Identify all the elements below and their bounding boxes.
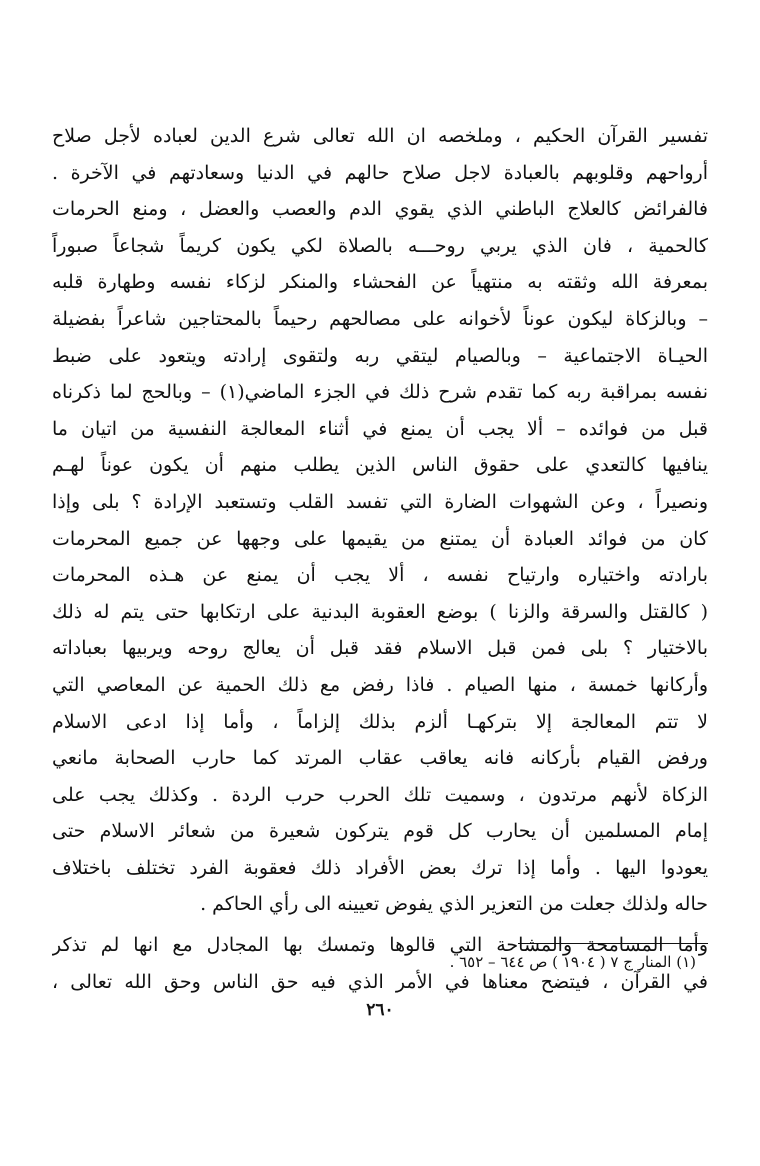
text-line: بالاختيار ؟ بلى فمن قبل الاسلام فقد قبل أن يعالج روحه ويربيها بعباداته (52, 637, 708, 660)
text-line: تفسير القرآن الحكيم ، وملخصه ان الله تعالى شرع الدين لعباده لأجل صلاح (52, 125, 708, 147)
text-line: ورفض القيام بأركانه فانه يعاقب عقاب المرتد كما حارب الصحابة مانعي (52, 747, 708, 770)
text-line: وأما المسامحة والمشاحة التي قالوها وتمسك بها المجادل مع انها لم تذكر (52, 934, 708, 957)
text-line: بارادته واختياره وارتياح نفسه ، ألا يجب أن يمنع عن هـذه المحرمات (52, 564, 708, 587)
text-line: بمعرفة الله وثقته به منتهياً عن الفحشاء والمنكر لزكاء نفسه وطهارة قلبه (52, 271, 708, 294)
text-line: الزكاة لأنهم مرتدون ، وسميت تلك الحرب حرب الردة . وكذلك يجب على (52, 783, 708, 806)
text-line: أرواحهم وقلوبهم بالعبادة لاجل صلاح حالهم في الدنيا وسعادتهم في الآخرة . (52, 161, 708, 184)
page-number: ٢٦٠ (366, 1000, 394, 1020)
text-line: قبل من فوائده – ألا يجب أن يمنع في أثناء المعالجة النفسية من اتيان ما (52, 417, 708, 440)
text-line: يعودوا اليها . وأما إذا ترك بعض الأفراد ذلك فعقوبة الفرد تختلف باختلاف (52, 856, 708, 879)
text-line: لا تتم المعالجة إلا بتركهـا ألزم بذلك إلزاماً ، وأما إذا ادعى الاسلام (52, 710, 708, 733)
text-line: كان من فوائد العبادة أن يمتنع من يقيمها على وجهها عن جميع المحرمات (52, 527, 708, 550)
footnote: (١) المنار ج ٧ ( ١٩٠٤ ) ص ٦٤٤ – ٦٥٢ . (449, 953, 696, 971)
text-line: ونصيراً ، وعن الشهوات الضارة التي تفسد القلب وتستعبد الإرادة ؟ بلى وإذا (52, 490, 708, 513)
text-line: إمام المسلمين أن يحارب كل قوم يتركون شعيرة من شعائر الاسلام حتى (52, 820, 708, 843)
text-line: ( كالقتل والسرقة والزنا ) بوضع العقوبة البدنية على ارتكابها حتى يتم له ذلك (52, 600, 708, 623)
text-line: نفسه بمراقبة ربه كما تقدم شرح ذلك في الجزء الماضي(١) – وبالحج لما ذكرناه (52, 381, 708, 404)
text-line: – وبالزكاة ليكون عوناً لأخوانه على مصالحهم رحيماً بالمحتاجين شاعراً بفضيلة (52, 307, 708, 330)
text-line: حاله ولذلك جعلت من التعزير الذي يفوض تعيينه الى رأي الحاكم . (200, 893, 708, 916)
text-line: الحيـاة الاجتماعية – وبالصيام ليتقي ربه ولتقوى إرادته ويتعود على ضبط (52, 344, 708, 367)
text-line: وأركانها خمسة ، منها الصيام . فاذا رفض مع ذلك الحمية عن المعاصي التي (52, 673, 708, 696)
text-line: فالفرائض كالعلاج الباطني الذي يقوي الدم والعصب والعضل ، ومنع الحرمات (52, 198, 708, 221)
text-line: ينافيها كالتعدي على حقوق الناس الذين يطلب منهم أن يكون عوناً لهـم (52, 454, 708, 477)
text-line: كالحمية ، فان الذي يربي روحـــه بالصلاة لكي يكون كريماً شجاعاً صبوراً (52, 234, 708, 257)
text-line: في القرآن ، فيتضح معناها في الأمر الذي فيه حق الناس وحق الله تعالى ، (52, 970, 708, 993)
body-text (52, 118, 708, 1000)
footnote-divider (518, 943, 708, 944)
